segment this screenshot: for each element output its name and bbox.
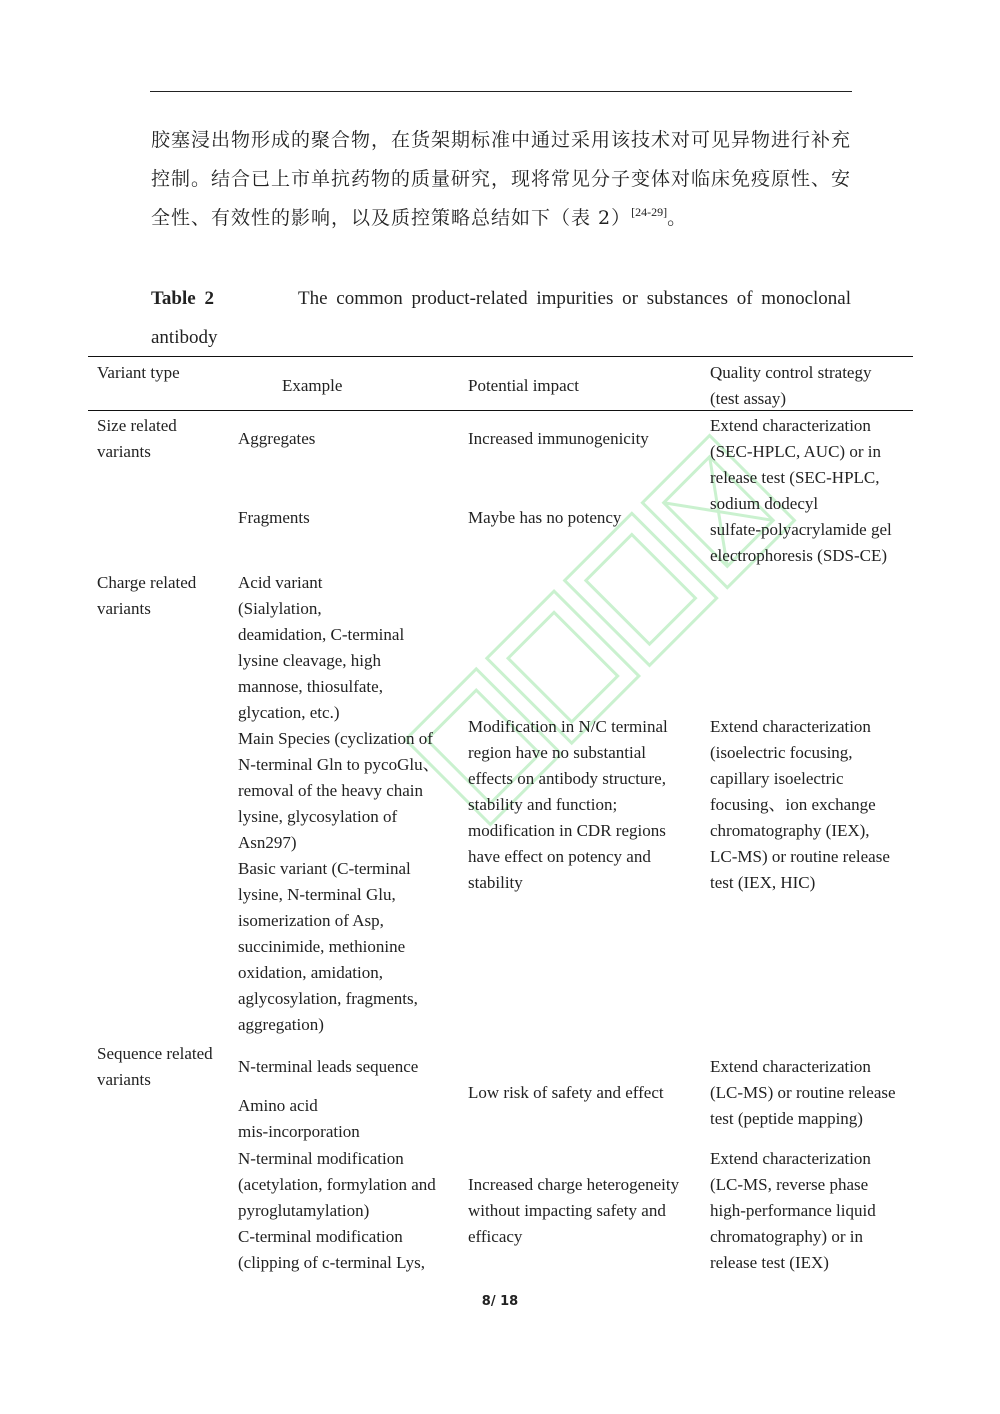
impact-line: Modification in N/C terminal bbox=[468, 717, 668, 736]
header-rule bbox=[150, 91, 852, 92]
sequence-example-misincorporation bbox=[238, 1093, 460, 1145]
table-caption bbox=[151, 279, 851, 357]
header-qc-line-2: (test assay) bbox=[710, 389, 787, 408]
qc-line: chromatography) or in bbox=[710, 1227, 863, 1246]
charge-examples bbox=[238, 570, 460, 1038]
size-variant-type bbox=[97, 413, 232, 465]
type-line: variants bbox=[97, 1070, 151, 1089]
impact-line: efficacy bbox=[468, 1227, 523, 1246]
example-line: (clipping of c-terminal Lys, bbox=[238, 1253, 425, 1272]
example-line: mis-incorporation bbox=[238, 1122, 360, 1141]
paragraph-line-2: 控制。结合已上市单抗药物的质量研究，现将常见分子变体对临床免疫原性、安 bbox=[151, 168, 852, 190]
qc-line: Extend characterization bbox=[710, 416, 871, 435]
qc-line: release test (SEC-HPLC, bbox=[710, 468, 880, 487]
impact-line: Increased charge heterogeneity bbox=[468, 1175, 680, 1194]
example-line: C-terminal modification bbox=[238, 1227, 403, 1246]
qc-line: LC-MS) or routine release bbox=[710, 847, 890, 866]
example-line: Amino acid bbox=[238, 1096, 318, 1115]
qc-line: Extend characterization bbox=[710, 1149, 871, 1168]
example-line: isomerization of Asp, bbox=[238, 911, 384, 930]
header-qc-line-1: Quality control strategy bbox=[710, 363, 872, 382]
paragraph-line-3-text: 全性、有效性的影响，以及质控策略总结如下（表 2） bbox=[151, 207, 632, 229]
sequence-example-modifications bbox=[238, 1146, 460, 1276]
header-potential-impact: Potential impact bbox=[468, 376, 579, 395]
example-line: (acetylation, formylation and bbox=[238, 1175, 436, 1194]
example-line: Acid variant bbox=[238, 573, 323, 592]
size-qc-strategy bbox=[710, 413, 910, 569]
qc-line: Extend characterization bbox=[710, 717, 871, 736]
sequence-variant-type bbox=[97, 1041, 232, 1093]
paragraph-line-3-end: 。 bbox=[667, 207, 688, 229]
body-paragraph bbox=[151, 121, 856, 238]
qc-line: (LC-MS, reverse phase bbox=[710, 1175, 869, 1194]
qc-line: electrophoresis (SDS-CE) bbox=[710, 546, 888, 565]
example-line: lysine cleavage, high bbox=[238, 651, 382, 670]
example-line: aglycosylation, fragments, bbox=[238, 989, 418, 1008]
impact-line: without impacting safety and bbox=[468, 1201, 666, 1220]
size-example-fragments: Fragments bbox=[238, 508, 310, 527]
qc-line: capillary isoelectric bbox=[710, 769, 844, 788]
qc-line: release test (IEX) bbox=[710, 1253, 829, 1272]
qc-line: focusing、ion exchange bbox=[710, 795, 876, 814]
example-line: succinimide, methionine bbox=[238, 937, 406, 956]
impact-line: have effect on potency and bbox=[468, 847, 651, 866]
size-impact-fragments: Maybe has no potency bbox=[468, 508, 622, 527]
example-line: Basic variant (C-terminal bbox=[238, 859, 411, 878]
type-line: Sequence related bbox=[97, 1044, 213, 1063]
impact-line: effects on antibody structure, bbox=[468, 769, 666, 788]
example-line: aggregation) bbox=[238, 1015, 324, 1034]
caption-line-1 bbox=[151, 279, 851, 318]
caption-text: The common product-related impurities or substances of monoclonal bbox=[298, 288, 851, 309]
qc-line: test (peptide mapping) bbox=[710, 1109, 863, 1128]
example-line: N-terminal Gln to pycoGlu、 bbox=[238, 755, 440, 774]
type-line: variants bbox=[97, 442, 151, 461]
example-line: N-terminal modification bbox=[238, 1149, 404, 1168]
impact-line: stability and function; bbox=[468, 795, 618, 814]
charge-qc-strategy bbox=[710, 714, 910, 896]
citation-ref: [24-29] bbox=[631, 205, 668, 219]
type-line: Size related bbox=[97, 416, 177, 435]
type-line: variants bbox=[97, 599, 151, 618]
example-line: oxidation, amidation, bbox=[238, 963, 383, 982]
example-line: mannose, thiosulfate, bbox=[238, 677, 383, 696]
qc-line: sodium dodecyl bbox=[710, 494, 819, 513]
type-line: Charge related bbox=[97, 573, 197, 592]
caption-label: Table 2 bbox=[151, 288, 214, 309]
size-impact-aggregates: Increased immunogenicity bbox=[468, 429, 649, 448]
caption-line-2: antibody bbox=[151, 327, 218, 348]
header-example: Example bbox=[282, 376, 343, 395]
qc-line: chromatography (IEX), bbox=[710, 821, 870, 840]
impact-line: region have no substantial bbox=[468, 743, 646, 762]
example-line: pyroglutamylation) bbox=[238, 1201, 370, 1220]
qc-line: sulfate-polyacrylamide gel bbox=[710, 520, 892, 539]
header-variant-type: Variant type bbox=[97, 363, 180, 382]
example-line: lysine, glycosylation of bbox=[238, 807, 398, 826]
example-line: lysine, N-terminal Glu, bbox=[238, 885, 396, 904]
example-line: glycation, etc.) bbox=[238, 703, 340, 722]
size-example-aggregates: Aggregates bbox=[238, 429, 316, 448]
example-line: deamidation, C-terminal bbox=[238, 625, 405, 644]
charge-impact bbox=[468, 714, 700, 896]
sequence-impact-charge bbox=[468, 1172, 700, 1250]
header-qc-strategy bbox=[710, 360, 910, 412]
qc-line: test (IEX, HIC) bbox=[710, 873, 816, 892]
paragraph-line-1: 胶塞浸出物形成的聚合物，在货架期标准中通过采用该技术对可见异物进行补充 bbox=[151, 129, 852, 151]
sequence-impact-low-risk: Low risk of safety and effect bbox=[468, 1083, 664, 1102]
sequence-qc-1 bbox=[710, 1054, 910, 1132]
qc-line: high-performance liquid bbox=[710, 1201, 876, 1220]
qc-line: (SEC-HPLC, AUC) or in bbox=[710, 442, 881, 461]
charge-variant-type bbox=[97, 570, 232, 622]
qc-line: (LC-MS) or routine release bbox=[710, 1083, 896, 1102]
table-top-rule bbox=[88, 356, 913, 357]
example-line: removal of the heavy chain bbox=[238, 781, 424, 800]
sequence-example-leads: N-terminal leads sequence bbox=[238, 1057, 419, 1076]
example-line: Asn297) bbox=[238, 833, 297, 852]
page-number: 8/ 18 bbox=[481, 1294, 519, 1309]
paragraph-line-3 bbox=[151, 199, 856, 238]
qc-line: (isoelectric focusing, bbox=[710, 743, 853, 762]
sequence-qc-2 bbox=[710, 1146, 910, 1276]
impact-line: stability bbox=[468, 873, 523, 892]
example-line: Main Species (cyclization of bbox=[238, 729, 433, 748]
impact-line: modification in CDR regions bbox=[468, 821, 666, 840]
example-line: (Sialylation, bbox=[238, 599, 322, 618]
qc-line: Extend characterization bbox=[710, 1057, 871, 1076]
